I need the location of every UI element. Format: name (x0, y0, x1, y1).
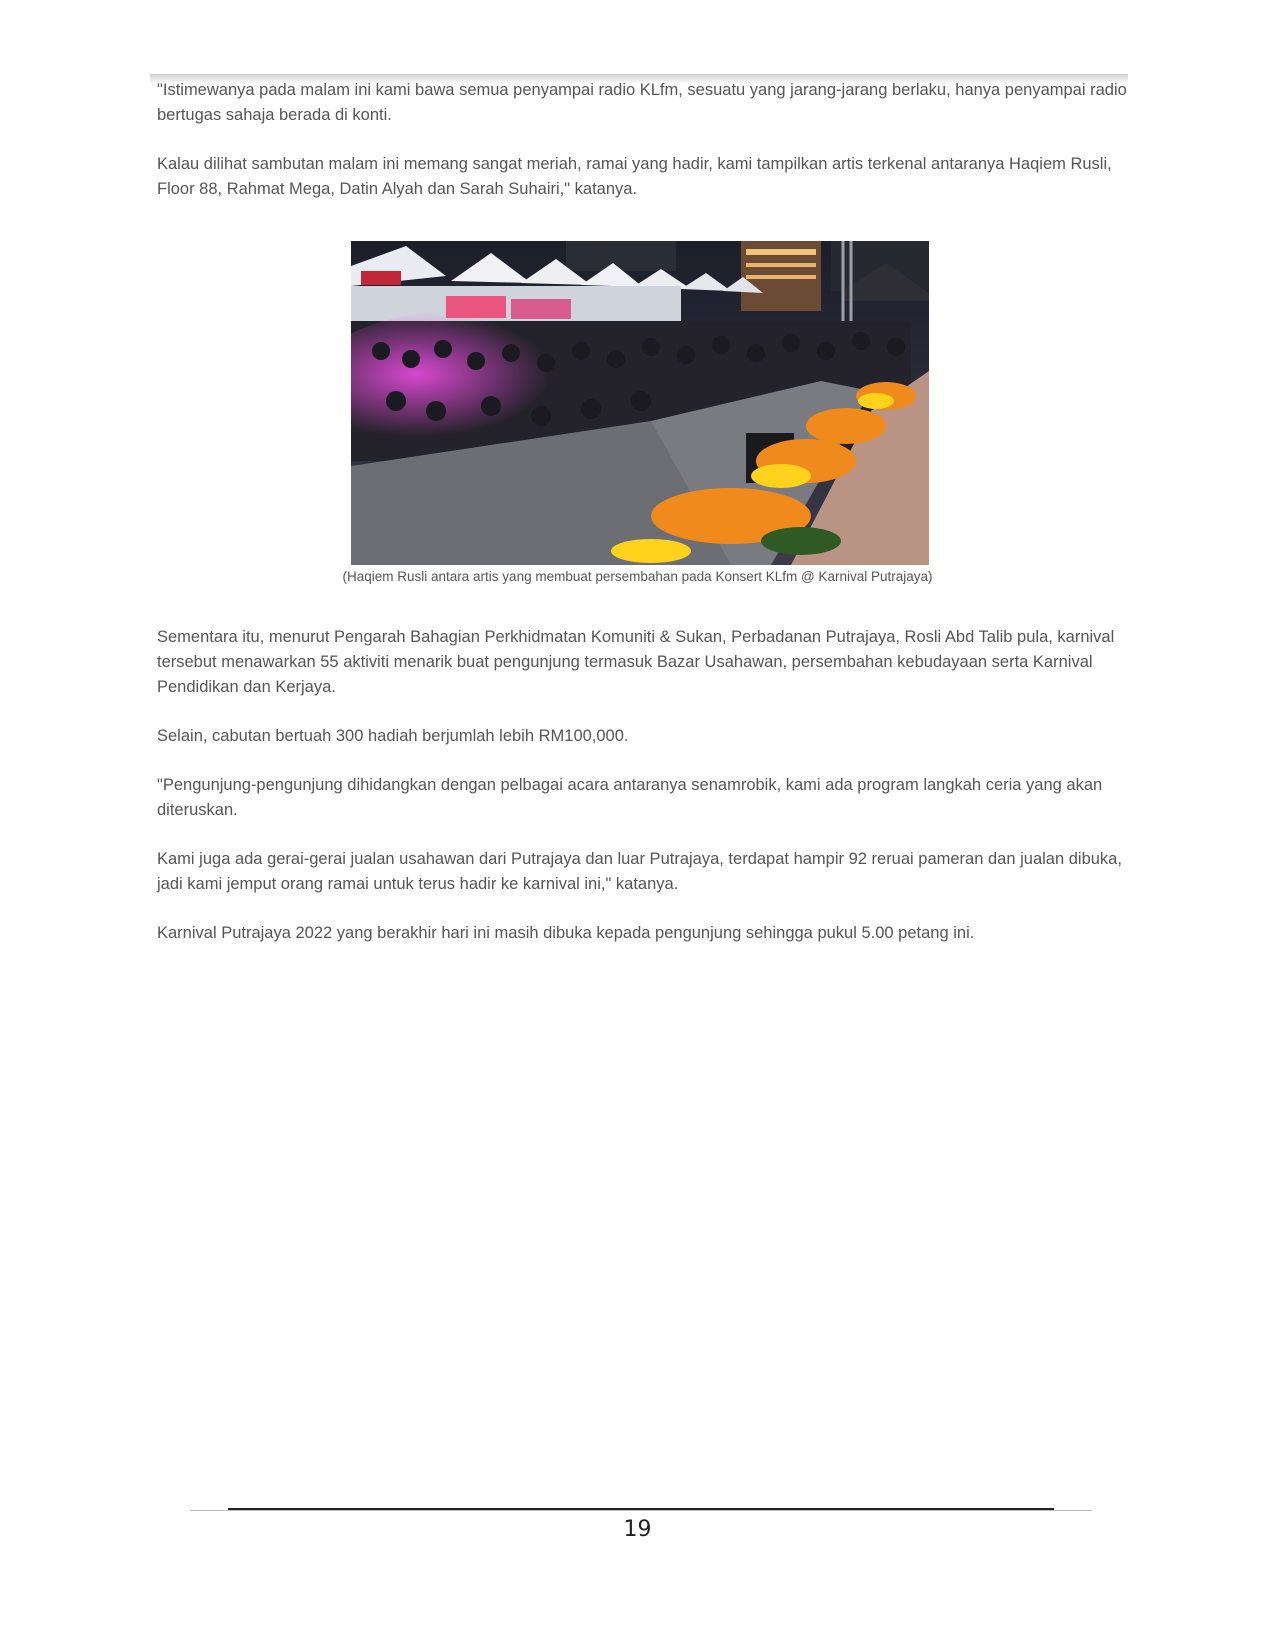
article-paragraph: Sementara itu, menurut Pengarah Bahagian Perkhidmatan Komuniti & Sukan, Perbadanan Putrajaya, Rosli Abd Talib pula, karnival tersebut menawarkan 55 aktiviti menarik buat pengunjung termasuk Bazar Usahawan, persembahan kebudayaan serta Karnival Pendidikan dan Kerjaya. (157, 628, 1115, 696)
footer-rule-light (190, 1510, 1092, 1511)
article-paragraph: Selain, cabutan bertuah 300 hadiah berjumlah lebih RM100,000. (157, 727, 629, 745)
article-paragraph: "Istimewanya pada malam ini kami bawa semua penyampai radio KLfm, sesuatu yang jarang-jarang berlaku, hanya penyampai radio bertugas sahaja berada di konti. (157, 81, 1127, 124)
concert-photo-illustration (351, 241, 929, 565)
article-paragraph: Kami juga ada gerai-gerai jualan usahawan dari Putrajaya dan luar Putrajaya, terdapat hampir 92 reruai pameran dan jualan dibuka, jadi kami jemput orang ramai untuk terus hadir ke karnival ini," katanya. (157, 850, 1122, 893)
footer-rule (228, 1508, 1054, 1510)
concert-photo (351, 241, 929, 565)
article-paragraph: Kalau dilihat sambutan malam ini memang sangat meriah, ramai yang hadir, kami tampilkan artis terkenal antaranya Haqiem Rusli, Floor 88, Rahmat Mega, Datin Alyah dan Sarah Suhairi," katanya. (157, 155, 1112, 198)
article-paragraph: Karnival Putrajaya 2022 yang berakhir hari ini masih dibuka kepada pengunjung sehingga pukul 5.00 petang ini. (157, 924, 975, 942)
figure-caption: (Haqiem Rusli antara artis yang membuat persembahan pada Konsert KLfm @ Karnival Putrajaya) (342, 569, 933, 584)
article-paragraph: "Pengunjung-pengunjung dihidangkan dengan pelbagai acara antaranya senamrobik, kami ada program langkah ceria yang akan diteruskan. (157, 776, 1103, 819)
page-number: 19 (623, 1517, 652, 1542)
article-body-bottom (157, 625, 1127, 970)
article-body-top (157, 78, 1127, 226)
